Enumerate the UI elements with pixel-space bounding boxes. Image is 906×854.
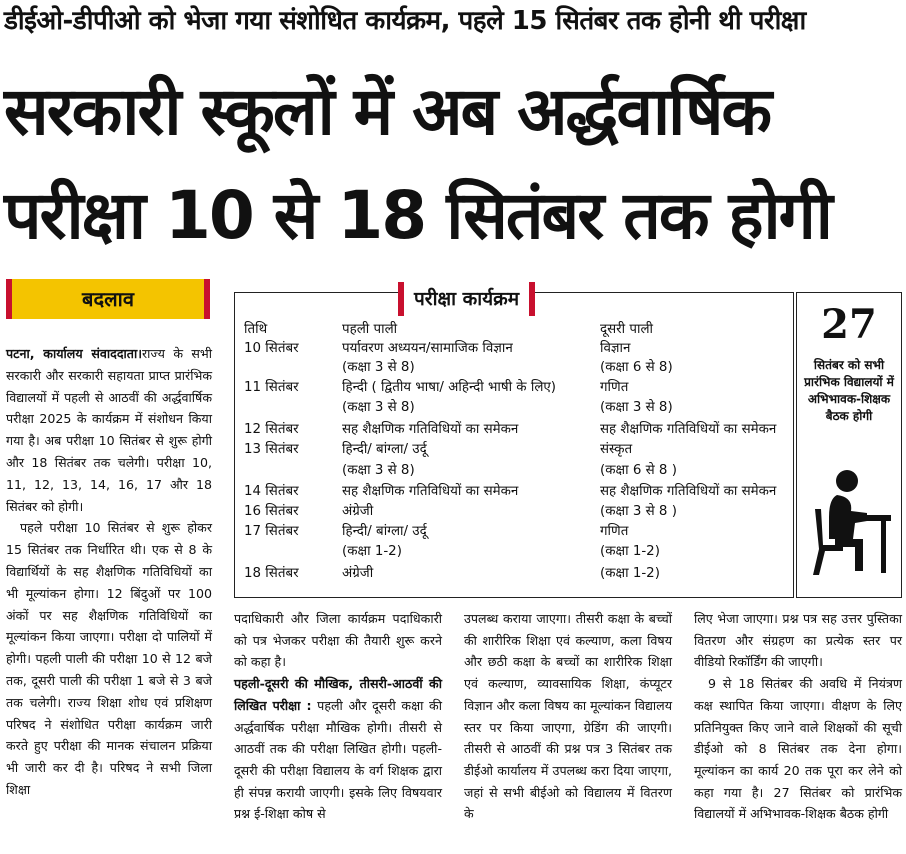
row-date: 16 सितंबर xyxy=(244,504,299,519)
student-writing-icon xyxy=(807,465,893,577)
row-first-shift: (कक्षा 1-2) xyxy=(342,544,402,559)
subheading: पहली-दूसरी की मौखिक, तीसरी-आठवीं की लिखित परीक्षा : xyxy=(234,676,442,713)
row-second-shift: विज्ञान xyxy=(600,341,631,356)
row-second-shift: (कक्षा 6 से 8 ) xyxy=(600,463,677,478)
row-second-shift: (कक्षा 1-2) xyxy=(600,566,660,581)
row-date: 13 सितंबर xyxy=(244,442,299,457)
main-headline xyxy=(4,60,904,268)
paragraph: उपलब्ध कराया जाएगा। तीसरी कक्षा के बच्चों की शारीरिक शिक्षा एवं कल्याण, कला विषय और छठी कक्षा के बच्चों का शारीरिक शिक्षा एवं कल्याण, व्यावसायिक शिक्षा, कंप्यूटर विज्ञान और कला विषय का मूल्यांकन विद्यालय स्तर पर किया जाएगा, ग्रेडिंग की जाएगी। तीसरी से आठवीं की प्रश्न पत्र 3 सितंबर तक डीईओ कार्यालय में उपलब्ध करा दिया जाएगा, जहां से सभी बीईओ को विद्यालय में वितरण के xyxy=(464,611,672,822)
paragraph xyxy=(6,343,212,517)
row-second-shift: सह शैक्षणिक गतिविधियों का समेकन xyxy=(600,422,777,437)
paragraph: लिए भेजा जाएगा। प्रश्न पत्र सह उत्तर पुस्तिका वितरण और संग्रहण का प्रत्येक स्तर पर वीडियो रिकॉर्डिंग की जाएगी। xyxy=(694,611,902,670)
ptm-info-text: सितंबर को सभी प्रारंभिक विद्यालयों में अभिभावक-शिक्षक बैठक होगी xyxy=(804,358,894,423)
row-second-shift: गणित xyxy=(600,524,629,539)
row-first-shift: सह शैक्षणिक गतिविधियों का समेकन xyxy=(342,484,519,499)
byline: पटना, कार्यालय संवाददाता। xyxy=(6,346,143,361)
article-column-1 xyxy=(6,343,212,801)
row-first-shift: (कक्षा 3 से 8) xyxy=(342,400,415,415)
exam-schedule-box xyxy=(234,292,794,598)
row-first-shift: (कक्षा 3 से 8) xyxy=(342,360,415,375)
row-second-shift: (कक्षा 3 से 8 ) xyxy=(600,504,677,519)
row-date: 10 सितंबर xyxy=(244,341,299,356)
row-first-shift: अंग्रेजी xyxy=(342,566,374,581)
header-second-shift: दूसरी पाली xyxy=(600,322,653,337)
ptm-info-box xyxy=(796,292,902,598)
row-first-shift: सह शैक्षणिक गतिविधियों का समेकन xyxy=(342,422,519,437)
kicker-headline: डीईओ-डीपीओ को भेजा गया संशोधित कार्यक्रम, पहले 15 सितंबर तक होनी थी परीक्षा xyxy=(4,6,806,36)
row-date: 11 सितंबर xyxy=(244,380,299,395)
row-date: 17 सितंबर xyxy=(244,524,299,539)
article-column-2 xyxy=(234,608,442,825)
headline-line-1: सरकारी स्कूलों में अब अर्द्धवार्षिक xyxy=(4,73,771,150)
paragraph xyxy=(234,673,442,825)
row-second-shift: सह शैक्षणिक गतिविधियों का समेकन xyxy=(600,484,777,499)
paragraph: 9 से 18 सितंबर की अवधि में नियंत्रण कक्ष स्थापित किया जाएगा। वीक्षण के लिए प्रतिनियुक्त किए जाने वाले शिक्षकों की सूची डीईओ को 8 सितंबर तक देना होगा। मूल्यांकन का कार्य 20 तक पूरा कर लेने को कहा गया है। 27 सितंबर को प्रारंभिक विद्यालयों में अभिभावक-शिक्षक बैठक होगी xyxy=(694,676,902,822)
row-second-shift: (कक्षा 6 से 8) xyxy=(600,360,673,375)
paragraph-text: राज्य के सभी सरकारी और सरकारी सहायता प्राप्त प्रारंभिक विद्यालयों में पहली से आठवीं की अर्द्धवार्षिक परीक्षा 2025 के कार्यक्रम में संशोधन किया गया है। अब परीक्षा 10 सितंबर से शुरू होगी और 18 सितंबर तक चलेगी। परीक्षा 10, 11, 12, 13, 14, 16, 17 और 18 सितंबर को होगी। xyxy=(6,346,213,514)
headline-line-2: परीक्षा 10 से 18 सितंबर तक होगी xyxy=(4,177,831,254)
icon-legs xyxy=(835,539,863,571)
row-second-shift: संस्कृत xyxy=(600,442,633,457)
row-date: 12 सितंबर xyxy=(244,422,299,437)
section-badge: बदलाव xyxy=(6,279,210,319)
row-first-shift: हिन्दी/ बांग्ला/ उर्दू xyxy=(342,442,427,457)
row-second-shift: (कक्षा 1-2) xyxy=(600,544,660,559)
header-date: तिथि xyxy=(244,322,268,337)
row-first-shift: अंग्रेजी xyxy=(342,504,374,519)
exam-schedule-title: परीक्षा कार्यक्रम xyxy=(398,282,535,316)
row-first-shift: (कक्षा 3 से 8) xyxy=(342,463,415,478)
row-first-shift: हिन्दी/ बांग्ला/ उर्दू xyxy=(342,524,427,539)
icon-head xyxy=(836,470,858,492)
row-first-shift: हिन्दी ( द्वितीय भाषा/ अहिन्दी भाषी के लिए) xyxy=(342,380,557,395)
article-column-4 xyxy=(694,608,902,825)
row-second-shift: गणित xyxy=(600,380,629,395)
paragraph: पदाधिकारी और जिला कार्यक्रम पदाधिकारी को पत्र भेजकर परीक्षा की तैयारी शुरू करने को कहा है। xyxy=(234,611,442,670)
header-first-shift: पहली पाली xyxy=(342,322,398,337)
icon-desk-top xyxy=(851,515,891,521)
icon-desk-leg xyxy=(881,521,886,573)
row-second-shift: (कक्षा 3 से 8) xyxy=(600,400,673,415)
ptm-date-number: 27 xyxy=(821,301,877,348)
paragraph-text: पहली और दूसरी कक्षा की अर्द्धवार्षिक परीक्षा मौखिक होगी। तीसरी से आठवीं तक की परीक्षा लिखित होगी। पहली-दूसरी की परीक्षा विद्यालय के वर्ग शिक्षक द्वारा ही संपन्न करायी जाएगी। इसके लिए विषयवार प्रश्न ई-शिक्षा कोष से xyxy=(234,697,442,822)
row-date: 14 सितंबर xyxy=(244,484,299,499)
paragraph: पहले परीक्षा 10 सितंबर से शुरू होकर 15 सितंबर तक निर्धारित थी। एक से 8 के विद्यार्थियों के सह शैक्षणिक गतिविधियों का भी मूल्यांकन होगा। 12 बिंदुओं पर 100 अंकों पर सह शैक्षणिक गतिविधियों का मूल्यांकन किया जाएगा। परीक्षा दो पालियों में होगी। पहली पाली की परीक्षा 10 से 12 बजे तक, दूसरी पाली की परीक्षा 1 बजे से 3 बजे तक चलेगी। राज्य शिक्षा शोध एवं प्रशिक्षण परिषद ने संशोधित परीक्षा कार्यक्रम जारी करते हुए परीक्षा की मानक संचालन प्रक्रिया भी जारी कर दी है। परिषद ने सभी जिला शिक्षा xyxy=(6,520,212,797)
article-column-3 xyxy=(464,608,672,825)
row-first-shift: पर्यावरण अध्ययन/सामाजिक विज्ञान xyxy=(342,341,513,356)
row-date: 18 सितंबर xyxy=(244,566,299,581)
